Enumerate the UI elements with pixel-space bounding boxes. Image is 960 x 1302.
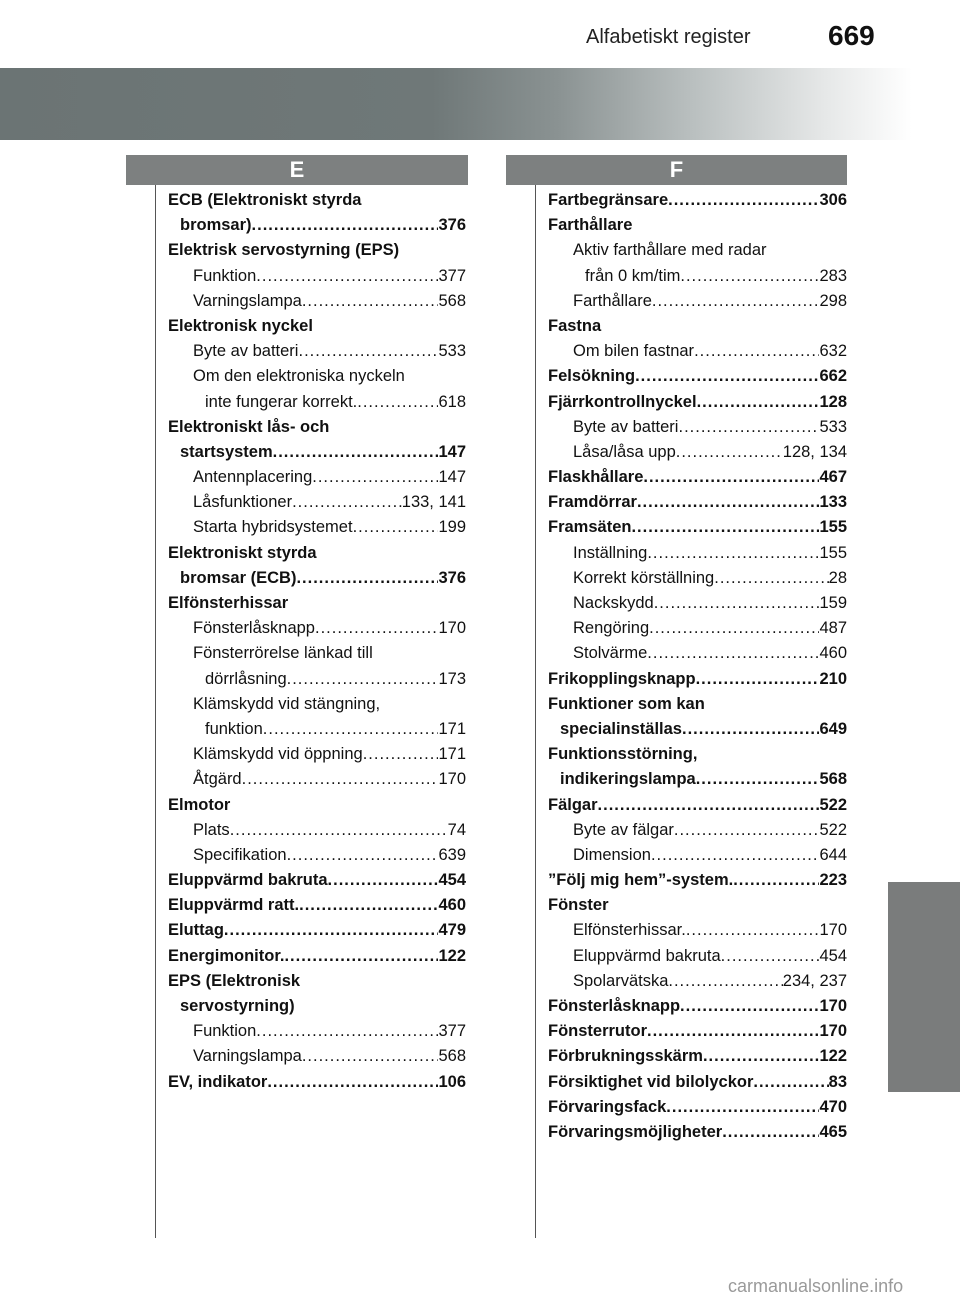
entry-label: ECB (Elektroniskt styrda (168, 191, 362, 209)
dot-leader (635, 364, 819, 389)
index-entry (168, 440, 466, 465)
index-entry (548, 515, 847, 540)
index-entry (168, 264, 466, 289)
index-entry (548, 1070, 847, 1095)
entry-label: specialinställas (560, 719, 682, 738)
dot-leader (242, 767, 439, 792)
dot-leader (256, 1019, 438, 1044)
index-entry (168, 213, 466, 238)
entry-page-ref: 122 (819, 1047, 847, 1066)
index-entry (548, 314, 847, 339)
entry-label: Funktioner som kan (548, 694, 705, 713)
entry-page-ref: 155 (819, 518, 847, 537)
dot-leader (647, 541, 819, 566)
entry-label: startsystem (180, 442, 273, 461)
entry-page-ref: 173 (438, 669, 466, 688)
index-entry (548, 1120, 847, 1145)
index-entry (548, 1019, 847, 1044)
dot-leader (703, 1044, 820, 1069)
entry-page-ref: 618 (438, 392, 466, 411)
index-entry (548, 667, 847, 692)
entry-label: Eluppvärmd ratt. (168, 896, 300, 915)
entry-page-ref: 533 (438, 342, 466, 361)
entry-label: EPS (Elektronisk (168, 971, 301, 990)
entry-page-ref: 147 (438, 442, 466, 461)
index-entry (548, 339, 847, 364)
entry-label: Elmotor (168, 795, 231, 814)
entry-page-ref: 377 (438, 266, 466, 285)
index-entry (168, 818, 466, 843)
dot-leader (753, 1070, 828, 1095)
entry-label: Flaskhållare (548, 468, 644, 487)
dot-leader (357, 390, 438, 415)
index-entry (548, 440, 847, 465)
entry-page-ref: 522 (819, 820, 847, 839)
entry-page-ref: 376 (438, 216, 466, 235)
entry-label: dörrlåsning (205, 669, 287, 688)
index-entry (548, 465, 847, 490)
dot-leader (680, 264, 819, 289)
dot-leader (230, 818, 448, 843)
entry-page-ref: 128 (819, 392, 847, 411)
index-entry (168, 591, 466, 616)
entry-page-ref: 199 (438, 518, 466, 537)
entry-label: Elektroniskt lås- och (168, 417, 330, 436)
entry-label: Om bilen fastnar (573, 342, 695, 361)
entry-page-ref: 159 (819, 594, 847, 612)
entry-label: Klämskydd vid öppning (193, 745, 363, 764)
column-divider (535, 185, 536, 1238)
entry-page-ref: 122 (438, 946, 466, 965)
dot-leader (315, 616, 438, 641)
entry-page-ref: 106 (438, 1072, 466, 1091)
index-entry (548, 793, 847, 818)
dot-leader (697, 390, 820, 415)
index-entry (548, 566, 847, 591)
entry-label: Byte av batteri (573, 417, 679, 436)
entry-page-ref: 376 (438, 568, 466, 587)
header-band (0, 68, 960, 140)
entry-page-ref: 632 (819, 342, 847, 361)
index-entry (168, 641, 466, 666)
index-entry (548, 918, 847, 943)
entry-page-ref: 454 (438, 871, 466, 890)
entry-label: Farthållare (573, 291, 652, 310)
dot-leader (302, 289, 439, 314)
index-entry (548, 238, 847, 263)
entry-page-ref: 568 (438, 1047, 466, 1066)
dot-leader (649, 616, 819, 641)
thumb-index-tab (888, 882, 960, 1092)
entry-label: Elfönsterhissar (168, 594, 289, 612)
entry-label: Eluppvärmd bakruta (573, 946, 721, 965)
dot-leader (722, 1120, 819, 1145)
entry-label: Låsfunktioner (193, 493, 293, 512)
entry-label: från 0 km/tim (585, 266, 681, 285)
entry-page-ref: 639 (438, 845, 466, 864)
dot-leader (733, 868, 819, 893)
entry-label: Fälgar (548, 795, 598, 814)
entry-page-ref: 568 (819, 770, 847, 789)
entry-label: Varningslampa (193, 1047, 302, 1066)
dot-leader (328, 868, 439, 893)
index-entry (168, 238, 466, 263)
entry-page-ref: 83 (828, 1072, 847, 1091)
index-entry (548, 868, 847, 893)
entry-label: Fönsterlåsknapp (193, 619, 315, 638)
entry-label: Dimension (573, 845, 651, 864)
entry-page-ref: 170 (819, 921, 847, 940)
dot-leader (647, 641, 819, 666)
dot-leader (694, 339, 819, 364)
entry-page-ref: 133, 141 (401, 493, 466, 512)
entry-page-ref: 170 (438, 619, 466, 638)
index-entry (548, 969, 847, 994)
index-entry (548, 1095, 847, 1120)
entry-page-ref: 568 (438, 291, 466, 310)
dot-leader (654, 591, 820, 616)
dot-leader (696, 667, 820, 692)
entry-page-ref: 460 (819, 644, 847, 663)
entry-page-ref: 170 (819, 997, 847, 1015)
index-entry (168, 415, 466, 440)
entry-label: Funktion (193, 266, 257, 285)
dot-leader (302, 1044, 439, 1069)
dot-leader (652, 289, 820, 314)
dot-leader (292, 490, 402, 515)
watermark: carmanualsonline.info (728, 1276, 904, 1296)
entry-label: Byte av fälgar (573, 820, 674, 839)
entry-label: Förvaringsfack (548, 1097, 667, 1116)
entry-label: Fönsterlåsknapp (548, 997, 681, 1015)
entry-page-ref: 644 (819, 845, 847, 864)
entry-page-ref: 467 (819, 468, 847, 487)
entry-page-ref: 223 (819, 871, 847, 890)
index-entry (548, 818, 847, 843)
index-entry (548, 591, 847, 616)
index-column-f (548, 188, 847, 1145)
index-entry (548, 415, 847, 440)
index-entry (548, 264, 847, 289)
entry-label: Fönsterrutor (548, 1022, 647, 1041)
entry-label: indikeringslampa (560, 770, 696, 789)
entry-label: Stolvärme (573, 644, 648, 663)
index-entry (548, 843, 847, 868)
entry-label: Rengöring (573, 619, 650, 638)
index-entry (168, 918, 466, 943)
entry-label: Plats (193, 820, 230, 839)
entry-page-ref: 170 (438, 770, 466, 789)
entry-label: Fjärrkontrollnyckel (548, 392, 697, 411)
entry-label: bromsar) (180, 216, 252, 235)
dot-leader (296, 566, 438, 591)
dot-leader (363, 742, 439, 767)
dot-leader (267, 1070, 438, 1095)
entry-label: Funktion (193, 1022, 257, 1041)
dot-leader (256, 264, 438, 289)
entry-label: Frikopplingsknapp (548, 669, 696, 688)
column-divider (155, 185, 156, 1238)
entry-label: Framdörrar (548, 493, 637, 512)
index-entry (168, 566, 466, 591)
entry-label: Byte av batteri (193, 342, 299, 361)
index-entry (548, 289, 847, 314)
dot-leader (643, 465, 819, 490)
index-entry (168, 188, 466, 213)
index-entry (548, 390, 847, 415)
entry-label: funktion (205, 719, 263, 738)
entry-label: Elektroniskt styrda (168, 543, 317, 562)
entry-page-ref: 171 (438, 719, 466, 738)
entry-label: Specifikation (193, 845, 287, 864)
index-entry (548, 994, 847, 1019)
entry-page-ref: 298 (819, 291, 847, 310)
entry-label: inte fungerar korrekt. (205, 392, 358, 411)
dot-leader (647, 1019, 819, 1044)
index-entry (168, 541, 466, 566)
entry-page-ref: 487 (819, 619, 847, 638)
index-entry (168, 1044, 466, 1069)
entry-label: Fönsterrörelse länkad till (193, 644, 373, 663)
entry-page-ref: 649 (819, 719, 847, 738)
index-entry (168, 742, 466, 767)
index-entry (548, 616, 847, 641)
entry-label: EV, indikator (168, 1072, 268, 1091)
dot-leader (668, 969, 782, 994)
entry-label: Elfönsterhissar. (573, 921, 686, 940)
entry-label: Korrekt körställning (573, 568, 715, 587)
entry-label: Antennplacering (193, 468, 313, 487)
entry-label: Inställning (573, 543, 648, 562)
index-entry (168, 490, 466, 515)
index-entry (548, 641, 847, 666)
index-entry (548, 1044, 847, 1069)
entry-label: Aktiv farthållare med radar (573, 241, 767, 260)
entry-page-ref: 210 (819, 669, 847, 688)
entry-page-ref: 662 (819, 367, 847, 386)
dot-leader (680, 994, 819, 1019)
entry-page-ref: 155 (819, 543, 847, 562)
entry-label: Energimonitor. (168, 946, 285, 965)
entry-label: Förvaringsmöjligheter (548, 1122, 723, 1141)
index-entry (168, 616, 466, 641)
entry-page-ref: 522 (819, 795, 847, 814)
dot-leader (721, 944, 820, 969)
entry-label: Åtgärd (193, 770, 242, 789)
entry-label: Försiktighet vid bilolyckor (548, 1072, 754, 1091)
index-entry (168, 969, 466, 994)
entry-page-ref: 460 (438, 896, 466, 915)
index-entry (168, 868, 466, 893)
entry-label: Spolarvätska (573, 971, 669, 990)
index-entry (168, 1019, 466, 1044)
index-entry (168, 289, 466, 314)
dot-leader (284, 944, 438, 969)
dot-leader (263, 717, 439, 742)
entry-page-ref: 234, 237 (782, 971, 847, 990)
dot-leader (674, 818, 820, 843)
dot-leader (299, 893, 438, 918)
dot-leader (682, 717, 819, 742)
entry-page-ref: 470 (819, 1097, 847, 1116)
dot-leader (686, 918, 820, 943)
entry-page-ref: 133 (819, 493, 847, 512)
index-entry (548, 188, 847, 213)
entry-page-ref: 170 (819, 1022, 847, 1041)
index-entry (168, 717, 466, 742)
entry-label: Eluppvärmd bakruta (168, 871, 328, 890)
index-entry (548, 944, 847, 969)
entry-page-ref: 306 (819, 191, 847, 209)
index-entry (168, 465, 466, 490)
entry-label: servostyrning) (180, 997, 295, 1015)
dot-leader (678, 415, 819, 440)
entry-page-ref: 147 (438, 468, 466, 487)
entry-label: Varningslampa (193, 291, 302, 310)
index-entry (168, 692, 466, 717)
dot-leader (696, 767, 820, 792)
entry-page-ref: 465 (819, 1122, 847, 1141)
index-entry (168, 667, 466, 692)
page-header (0, 0, 960, 68)
dot-leader (651, 843, 820, 868)
index-column-e (168, 188, 466, 1095)
index-entry (548, 541, 847, 566)
index-entry (168, 364, 466, 389)
index-entry (168, 314, 466, 339)
section-header-e: E (126, 155, 468, 185)
entry-label: Fastna (548, 316, 602, 335)
dot-leader (287, 667, 439, 692)
index-entry (548, 893, 847, 918)
entry-page-ref: 377 (438, 1022, 466, 1041)
dot-leader (273, 440, 439, 465)
entry-label: Fönster (548, 896, 609, 915)
entry-label: Elektrisk servostyrning (EPS) (168, 241, 400, 260)
dot-leader (631, 515, 819, 540)
entry-label: Funktionsstörning, (548, 745, 698, 764)
dot-leader (637, 490, 820, 515)
index-entry (168, 339, 466, 364)
dot-leader (287, 843, 439, 868)
entry-page-ref: 479 (438, 921, 466, 940)
index-entry (168, 843, 466, 868)
entry-label: ”Följ mig hem”-system. (548, 871, 734, 890)
section-title: Alfabetiskt register (586, 26, 751, 48)
dot-leader (353, 515, 439, 540)
entry-label: Elektronisk nyckel (168, 316, 313, 335)
dot-leader (312, 465, 438, 490)
entry-label: Framsäten (548, 518, 632, 537)
index-entry (168, 944, 466, 969)
entry-label: bromsar (ECB) (180, 568, 297, 587)
entry-page-ref: 74 (447, 820, 466, 839)
dot-leader (224, 918, 439, 943)
entry-label: Eluttag (168, 921, 224, 940)
index-entry (548, 767, 847, 792)
index-entry (548, 692, 847, 717)
section-header-f: F (506, 155, 847, 185)
entry-label: Klämskydd vid stängning, (193, 694, 381, 713)
index-entry (548, 717, 847, 742)
index-entry (168, 793, 466, 818)
index-entry (548, 213, 847, 238)
entry-label: Om den elektroniska nyckeln (193, 367, 405, 386)
dot-leader (714, 566, 828, 591)
index-entry (168, 767, 466, 792)
dot-leader (668, 188, 819, 213)
entry-label: Felsökning (548, 367, 636, 386)
entry-page-ref: 171 (438, 745, 466, 764)
entry-page-ref: 283 (819, 266, 847, 285)
index-entry (168, 515, 466, 540)
entry-label: Förbrukningsskärm (548, 1047, 703, 1066)
entry-label: Nackskydd (573, 594, 654, 612)
entry-page-ref: 533 (819, 417, 847, 436)
entry-label: Farthållare (548, 216, 633, 235)
index-entry (168, 1070, 466, 1095)
entry-page-ref: 454 (819, 946, 847, 965)
index-entry (168, 893, 466, 918)
index-entry (548, 364, 847, 389)
page-number: 669 (828, 20, 875, 51)
dot-leader (676, 440, 783, 465)
index-entry (168, 994, 466, 1019)
entry-page-ref: 128, 134 (782, 442, 847, 461)
dot-leader (598, 793, 820, 818)
entry-page-ref: 28 (828, 568, 847, 587)
dot-leader (666, 1095, 819, 1120)
index-entry (548, 490, 847, 515)
dot-leader (298, 339, 438, 364)
entry-label: Fartbegränsare (548, 191, 669, 209)
dot-leader (252, 213, 439, 238)
entry-label: Låsa/låsa upp (573, 442, 676, 461)
entry-label: Starta hybridsystemet (193, 518, 353, 537)
index-entry (548, 742, 847, 767)
index-entry (168, 390, 466, 415)
